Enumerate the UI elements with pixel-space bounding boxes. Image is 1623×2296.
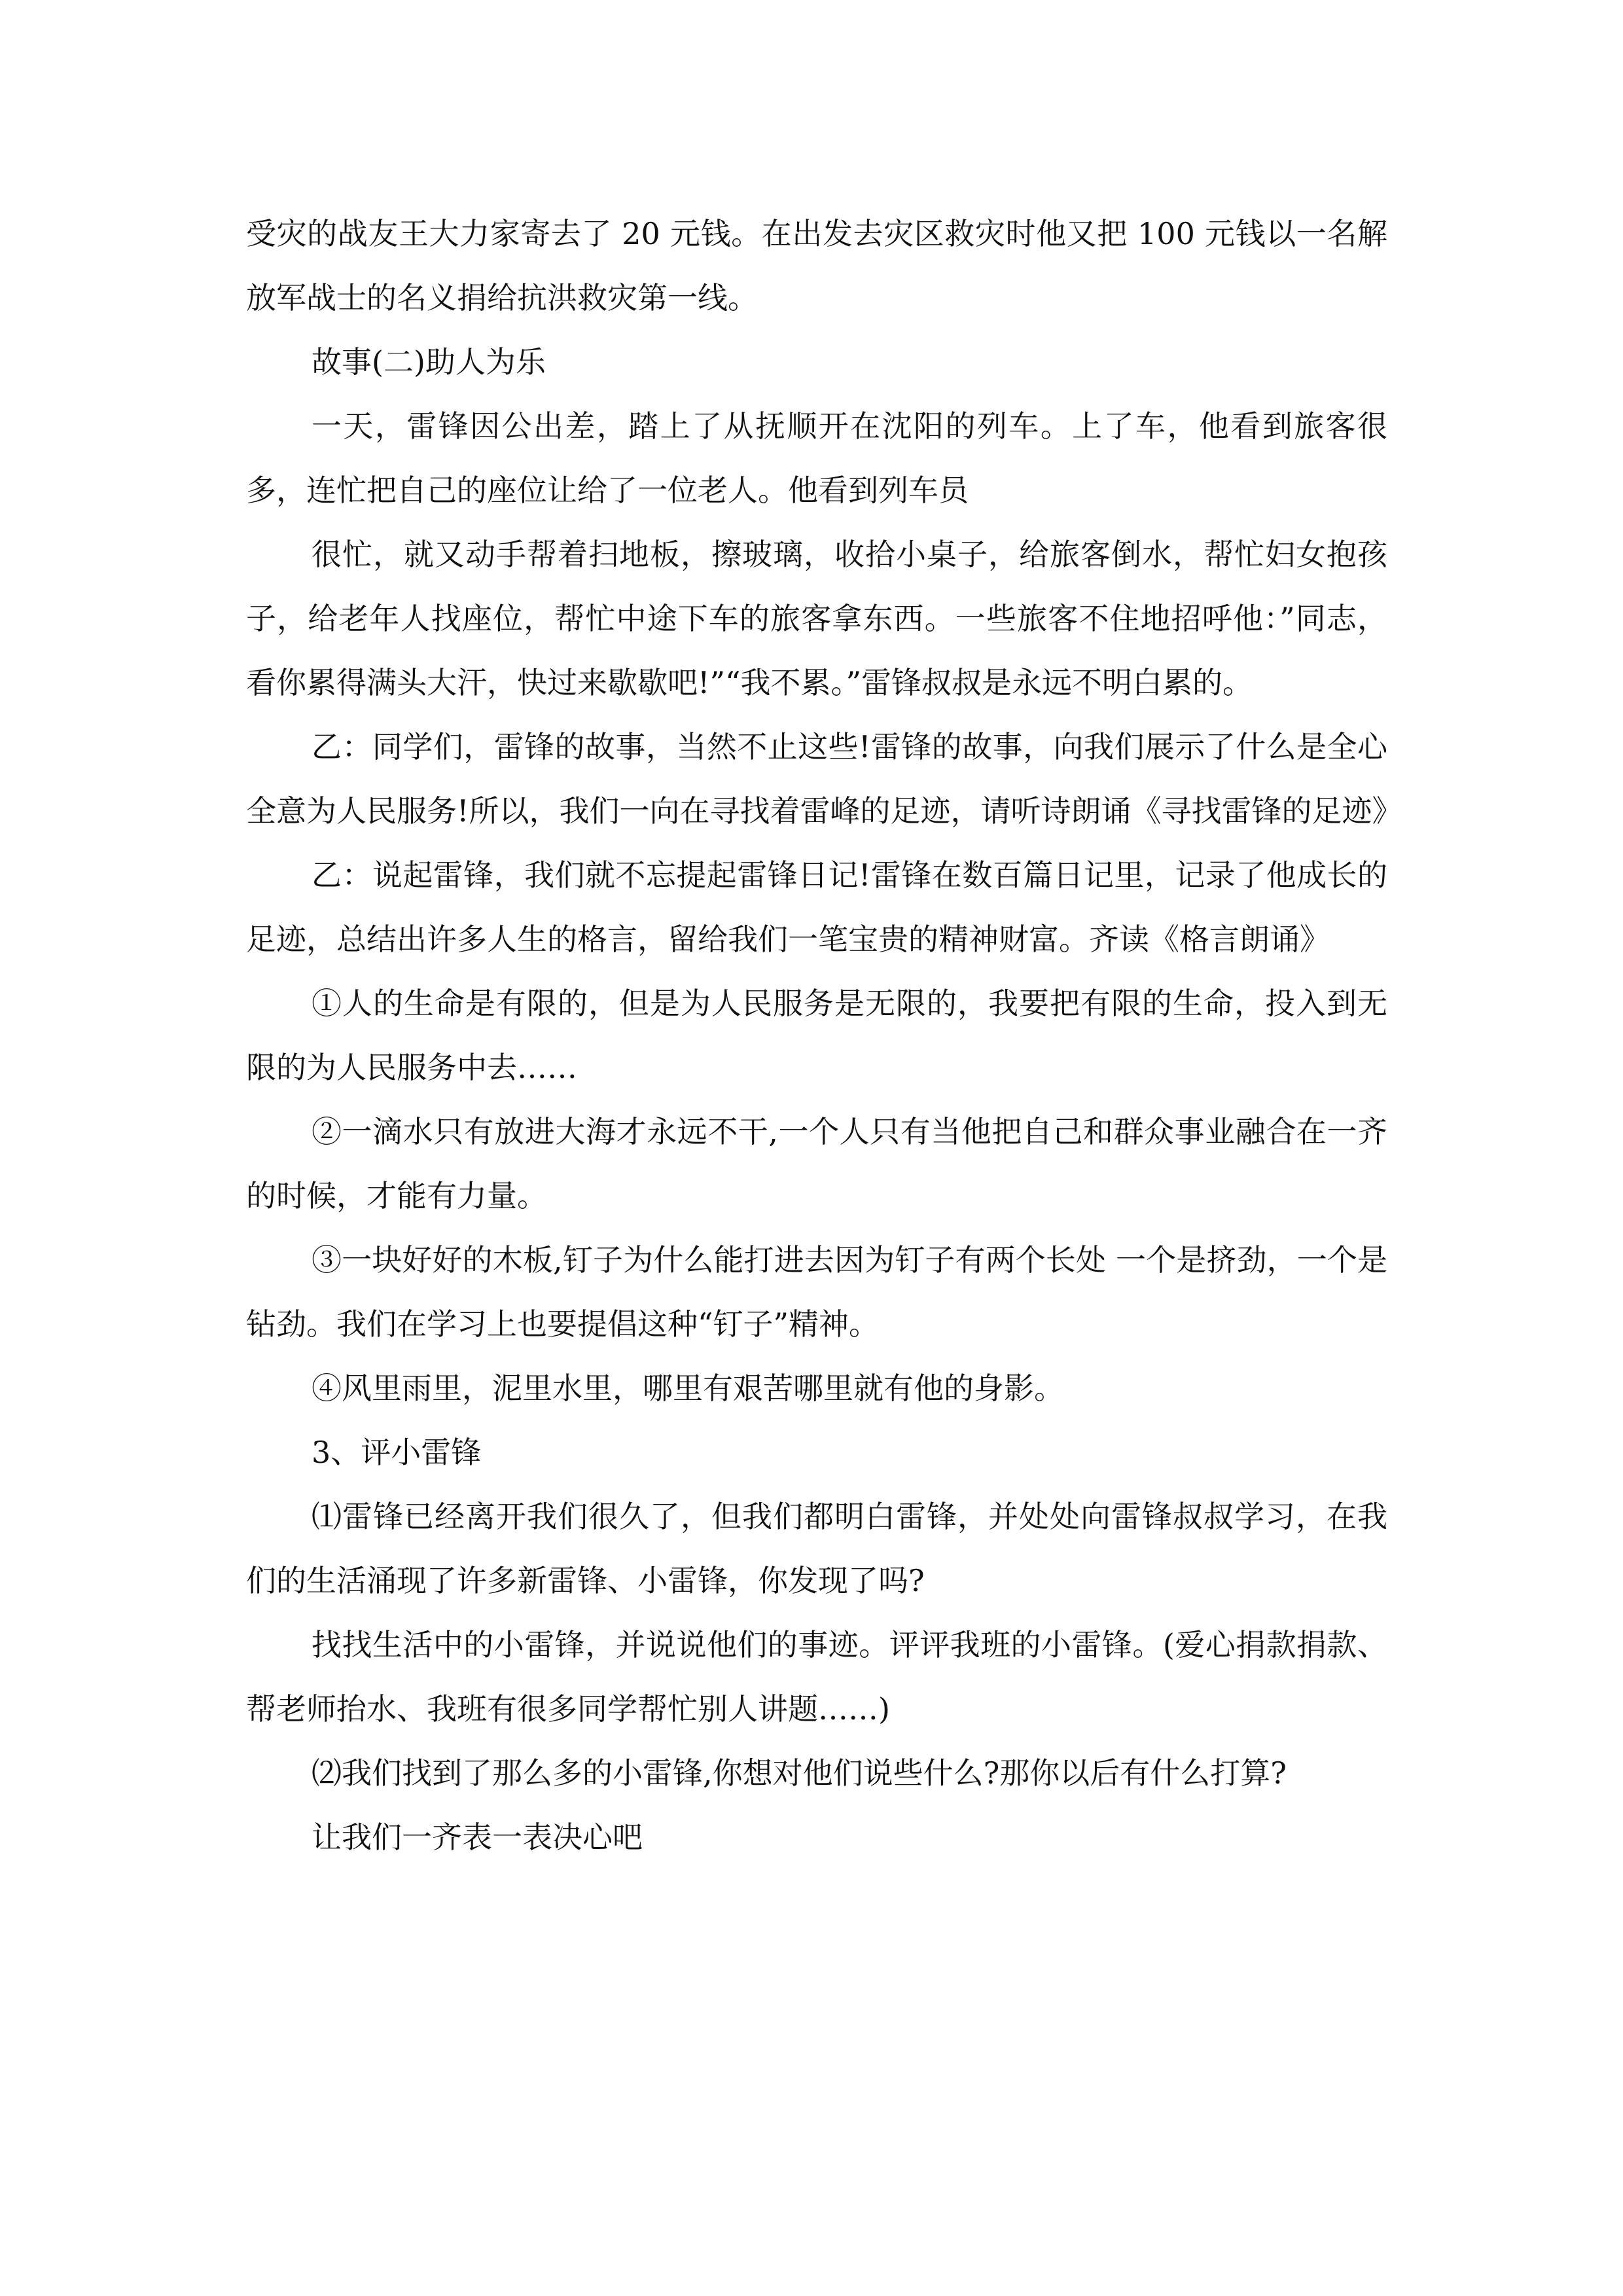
- document-page: [246, 202, 1402, 1869]
- paragraph-find-little-leifeng: 找找生活中的小雷锋，并说说他们的事迹。评评我班的小雷锋。(爱心捐款捐款、帮老师抬水、我班有很多同学帮忙别人讲题……): [246, 1627, 1387, 1727]
- paragraph-item-1: ⑴雷锋已经离开我们很久了，但我们都明白雷锋，并处处向雷锋叔叔学习，在我们的生活涌现了许多新雷锋、小雷锋，你发现了吗?: [246, 1499, 1387, 1598]
- paragraph-continued-story: 受灾的战友王大力家寄去了 20 元钱。在出发去灾区救灾时他又把 100 元钱以一名解放军战士的名义捐给抗洪救灾第一线。: [246, 216, 1387, 315]
- paragraph-train-trip: 一天，雷锋因公出差，踏上了从抚顺开在沈阳的列车。上了车，他看到旅客很多，连忙把自己的座位让给了一位老人。他看到列车员: [246, 408, 1387, 508]
- section-heading-3: 3、评小雷锋: [312, 1435, 482, 1470]
- paragraph-diary-intro: 乙：说起雷锋，我们就不忘提起雷锋日记!雷锋在数百篇日记里，记录了他成长的足迹，总结出许多人生的格言，留给我们一笔宝贵的精神财富。齐读《格言朗诵》: [246, 857, 1387, 957]
- quote-1: ①人的生命是有限的，但是为人民服务是无限的，我要把有限的生命，投入到无限的为人民服务中去……: [246, 986, 1387, 1085]
- paragraph-helping-passengers: 很忙，就又动手帮着扫地板，擦玻璃，收拾小桌子，给旅客倒水，帮忙妇女抱孩子，给老年人找座位，帮忙中途下车的旅客拿东西。一些旅客不住地招呼他：”同志，看你累得满头大汗，快过来歇歇吧!”“我不累。”雷锋叔叔是永远不明白累的。: [246, 537, 1387, 700]
- paragraph-resolution: 让我们一齐表一表决心吧: [312, 1820, 643, 1855]
- heading-story-two: 故事(二)助人为乐: [312, 344, 546, 380]
- quote-3: ③一块好好的木板,钉子为什么能打进去因为钉子有两个长处 一个是挤劲，一个是钻劲。我们在学习上也要提倡这种“钉子”精神。: [246, 1242, 1387, 1342]
- paragraph-poem-intro: 乙：同学们，雷锋的故事，当然不止这些!雷锋的故事，向我们展示了什么是全心全意为人民服务!所以，我们一向在寻找着雷峰的足迹，请听诗朗诵《寻找雷锋的足迹》: [246, 729, 1402, 829]
- quote-2: ②一滴水只有放进大海才永远不干,一个人只有当他把自己和群众事业融合在一齐的时候，才能有力量。: [246, 1114, 1387, 1213]
- paragraph-item-2: ⑵我们找到了那么多的小雷锋,你想对他们说些什么?那你以后有什么打算?: [312, 1755, 1287, 1791]
- quote-4: ④风里雨里，泥里水里，哪里有艰苦哪里就有他的身影。: [312, 1371, 1064, 1406]
